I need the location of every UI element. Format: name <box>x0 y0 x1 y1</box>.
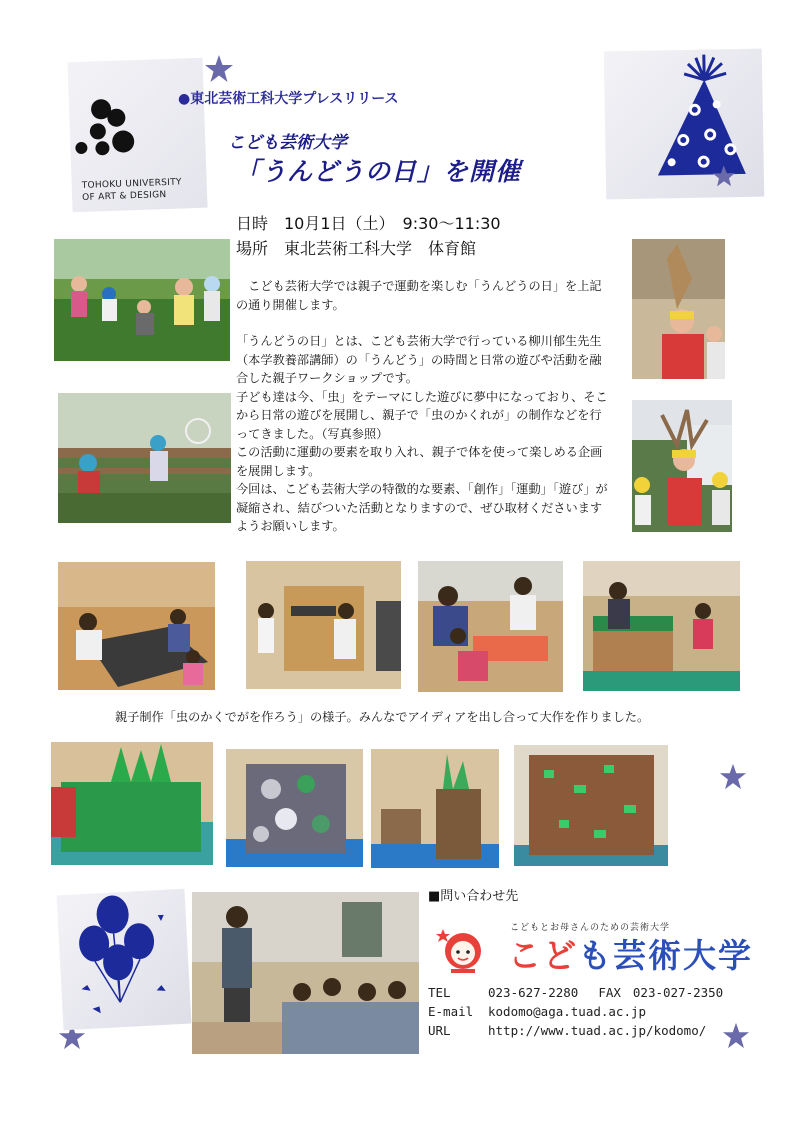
contact-email-row <box>428 1004 646 1019</box>
event-date: 日時 10月1日（土） 9:30〜11:30 <box>236 214 501 233</box>
logo-dot <box>107 108 126 127</box>
star-icon <box>722 1022 750 1050</box>
url-value[interactable]: http://www.tuad.ac.jp/kodomo/ <box>488 1023 707 1038</box>
balloons-illustration <box>57 889 192 1031</box>
paragraph: 「うんどうの日」とは、こども芸術大学で行っている柳川郁生先生（本学教養部講師）の「うんどう」の時間と日常の遊びや活動を融合した親子ワークショップです。 <box>236 334 602 385</box>
press-release-label: ●東北芸術工科大学プレスリリース <box>178 91 399 107</box>
photo-artwork-green-structure <box>51 742 213 865</box>
university-logo <box>67 58 207 213</box>
email-label: E-mail <box>428 1004 474 1019</box>
star-icon <box>204 54 234 84</box>
paragraph: この活動に運動の要素を取り入れ、親子で体を使って楽しめる企画を展開します。 <box>236 445 603 478</box>
photo-artwork-box-with-leaves <box>514 745 668 866</box>
brand-name-text <box>508 936 753 975</box>
photo-artwork-painted-box <box>226 749 363 867</box>
photo-children-playing-outdoors <box>54 239 230 361</box>
logo-dot <box>90 123 107 140</box>
photo-caption: 親子制作「虫のかくでがを作ろう」の様子。みんなでアイディアを出し合って大作を作りました。 <box>115 710 650 724</box>
logo-line2: OF ART & DESIGN <box>81 190 167 203</box>
photo-child-with-cardboard-hat <box>632 239 725 379</box>
event-subtitle: こども芸術大学 <box>228 133 347 153</box>
star-icon <box>719 763 747 791</box>
tel-value: 023-627-2280 <box>488 985 579 1000</box>
brand-name <box>508 930 753 977</box>
paragraph: 子ども達は今、「虫」をテーマにした遊びに夢中になっており、そこから日常の遊びを展開し、親子で「虫のかくれが」の制作などを行ってきました。（写真参照） <box>236 389 608 441</box>
tel-label: TEL <box>428 985 451 1000</box>
party-hat-illustration <box>604 49 765 200</box>
photo-artwork-tall-box <box>371 749 499 868</box>
photo-teacher-with-children <box>192 892 419 1054</box>
brand-name-part: も芸術大学 <box>578 936 753 975</box>
fax-value: 023-027-2350 <box>632 985 724 1000</box>
event-title: 「うんどうの日」を開催 <box>235 157 522 186</box>
photo-children-bug-catching <box>58 393 231 523</box>
brand-tagline: こどもとお母さんのための芸術大学 <box>510 923 671 933</box>
contact-url-row <box>428 1023 706 1038</box>
url-label: URL <box>428 1023 451 1038</box>
photo-workshop-floor-painting <box>58 562 215 690</box>
photo-workshop-cardboard-boxes <box>246 561 401 689</box>
logo-dot <box>112 130 135 153</box>
logo-dot <box>95 141 109 155</box>
kodomo-mascot-logo-icon <box>433 925 491 975</box>
photo-workshop-cutting-paper <box>418 561 563 692</box>
event-place: 場所 東北芸術工科大学 体育館 <box>236 239 477 258</box>
email-value[interactable]: kodomo@aga.tuad.ac.jp <box>488 1004 647 1019</box>
logo-text <box>82 176 183 203</box>
contact-heading: ■問い合わせ先 <box>428 889 519 904</box>
photo-workshop-green-boxes <box>583 561 740 691</box>
event-description <box>236 277 608 536</box>
logo-line1: TOHOKU UNIVERSITY <box>81 177 182 191</box>
paragraph: 今回は、こども芸術大学の特徴的な要素、「創作」「運動」「遊び」が凝縮され、結びついた活動となりますので、ぜひ取材くださいますようお願いします。 <box>236 482 608 533</box>
logo-dot <box>75 142 87 154</box>
paragraph: こども芸術大学では親子で運動を楽しむ「うんどうの日」を上記の通り開催します。 <box>236 279 602 312</box>
brand-name-part: こど <box>508 936 578 975</box>
fax-label: FAX <box>598 985 621 1000</box>
photo-child-with-antler-hat <box>632 400 732 532</box>
contact-tel-row <box>428 985 723 1000</box>
